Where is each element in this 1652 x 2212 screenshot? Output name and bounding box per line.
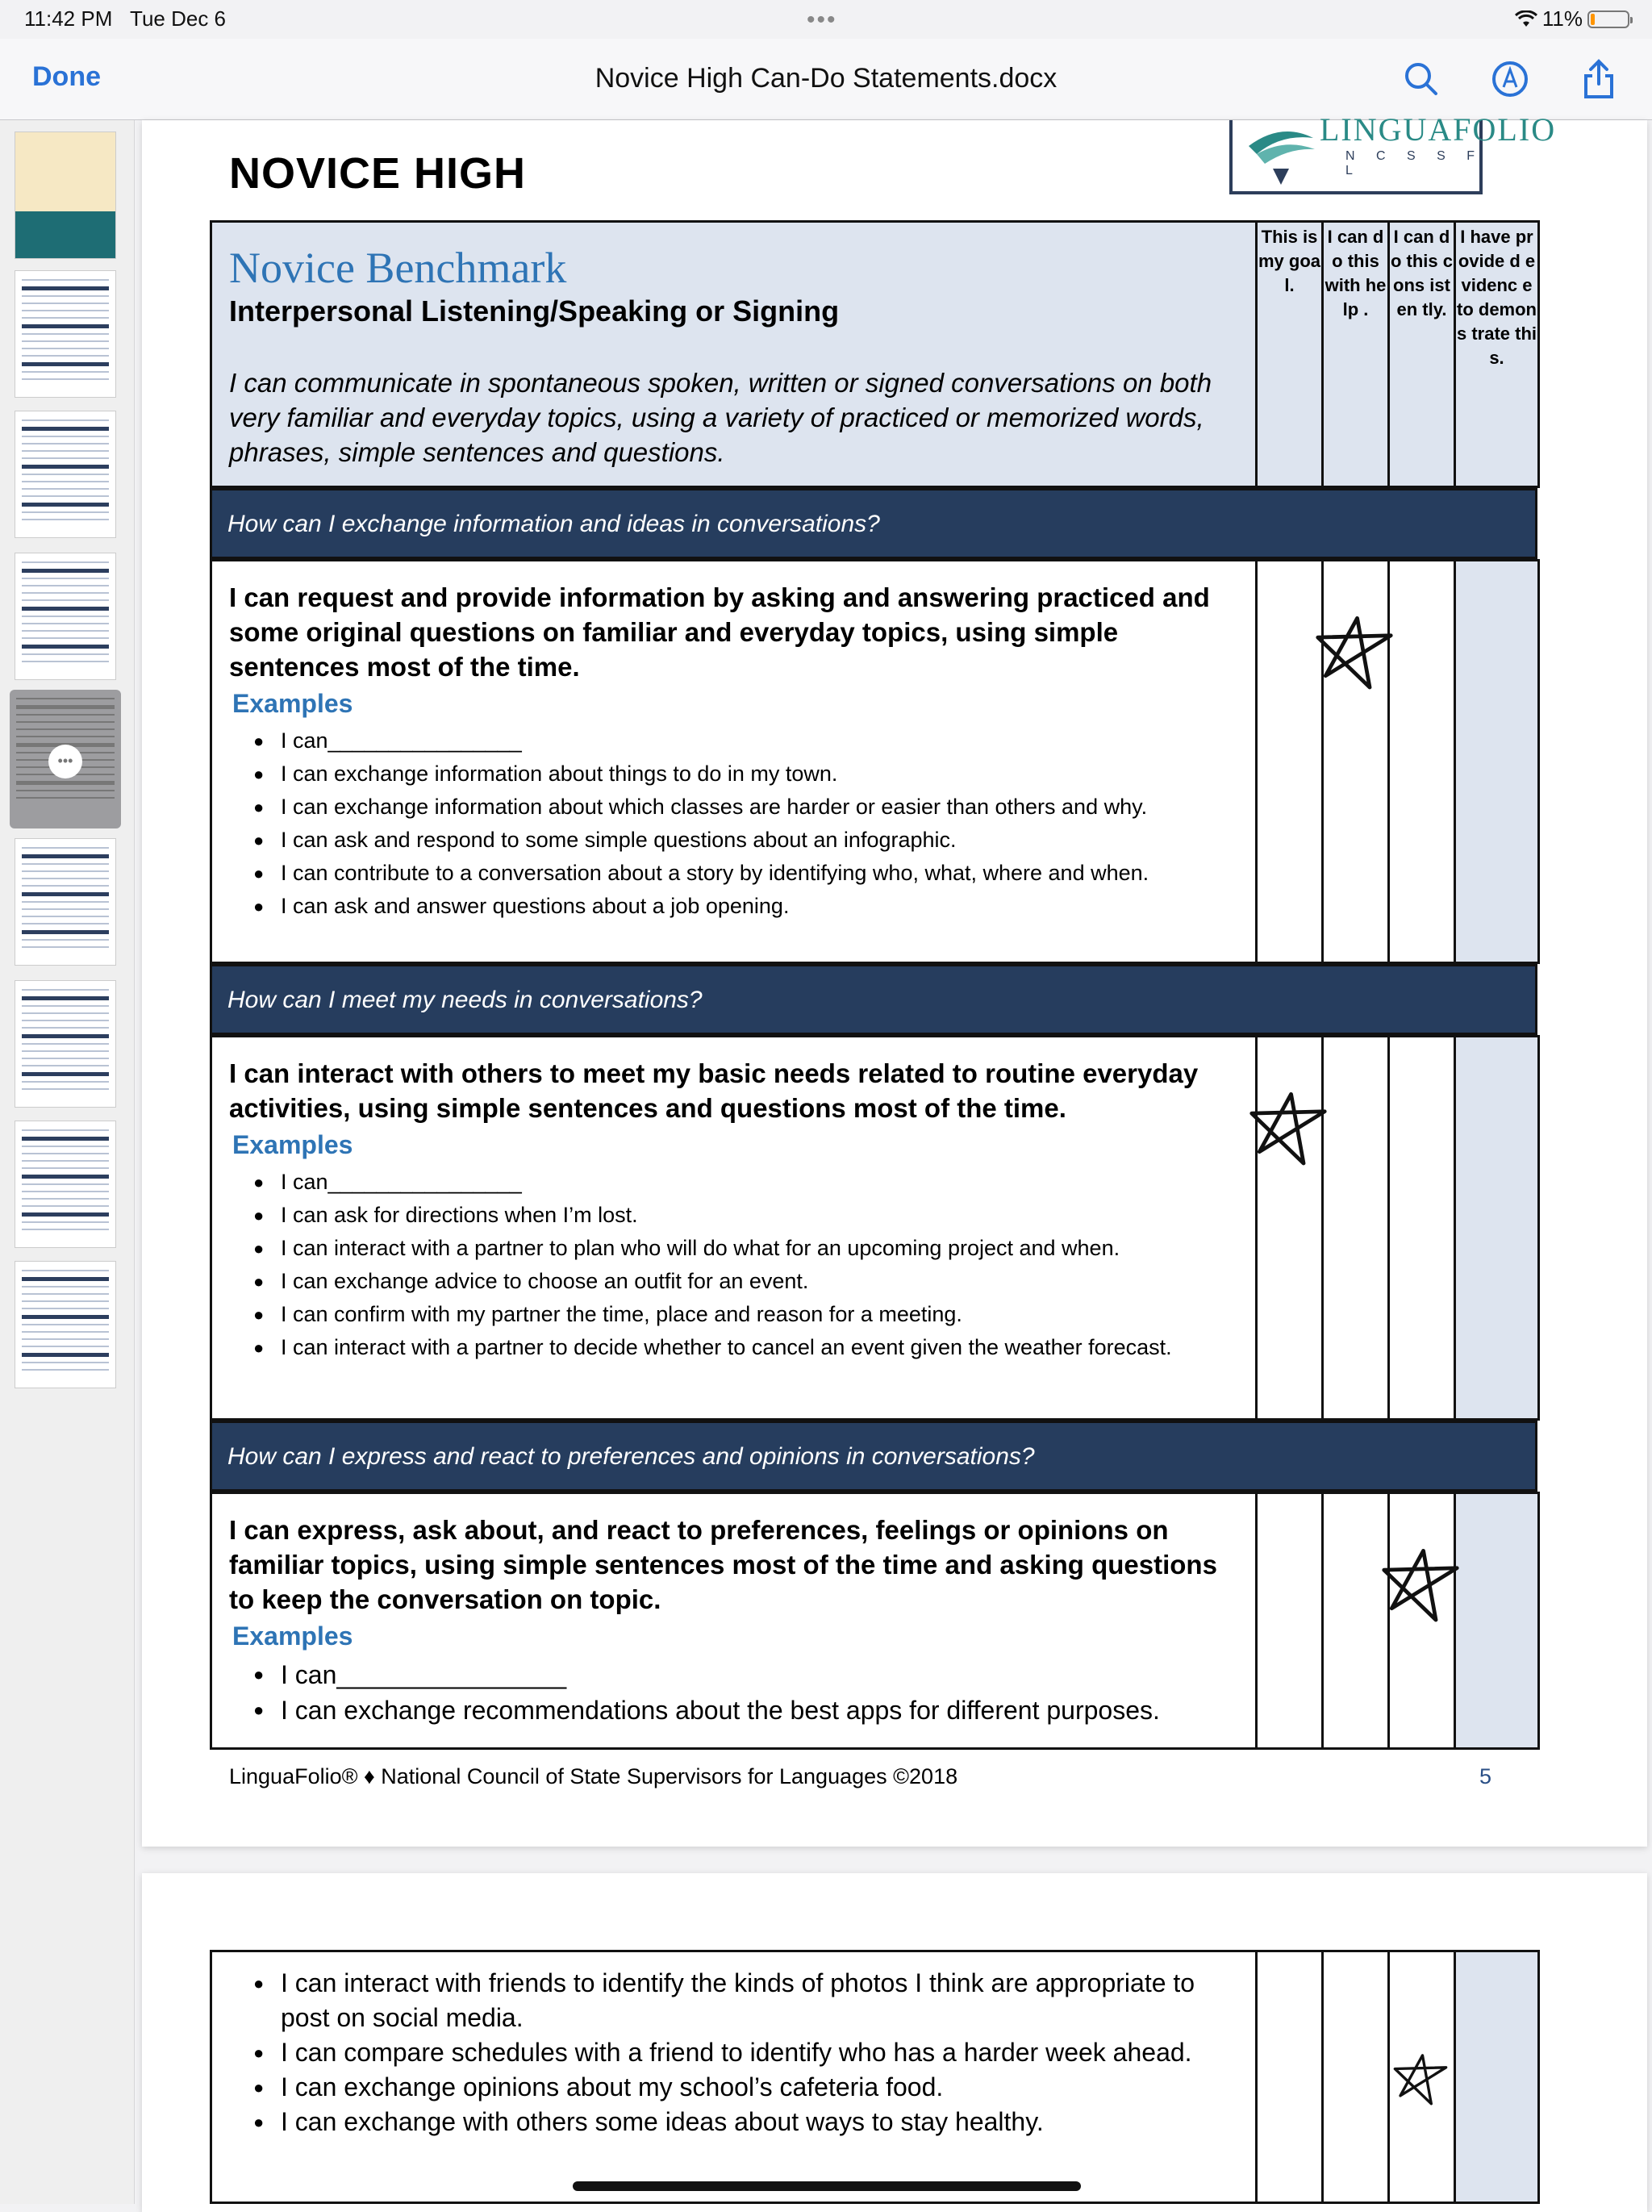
section-question: How can I express and react to preferences and opinions in conversations? (227, 1443, 1035, 1470)
benchmark-subtitle: Interpersonal Listening/Speaking or Signing (229, 294, 840, 328)
checkbox-cell[interactable] (1321, 1950, 1390, 2204)
thumbnail-line (22, 279, 109, 281)
thumbnail-line (22, 916, 109, 917)
example-item: ● I can interact with friends to identify the kinds of photos I think are appropriate to post on social media. (229, 1966, 1229, 2035)
thumbnail-line (22, 1043, 109, 1045)
battery-icon (1587, 10, 1629, 28)
examples-list (229, 1966, 1229, 2139)
thumbnail-line (22, 303, 109, 304)
thumbnail-line (22, 653, 109, 655)
thumbnail-line (22, 847, 109, 849)
thumbnail-line (22, 1081, 109, 1083)
thumbnail-line (16, 736, 115, 737)
thumbnail-line (22, 1065, 109, 1066)
examples-label: Examples (232, 689, 353, 718)
thumbnail-line (22, 923, 109, 924)
example-item: ● I can compare schedules with a friend to identify who has a harder week ahead. (229, 2035, 1229, 2070)
nav-bar (0, 39, 1652, 120)
checkbox-cell[interactable] (1387, 559, 1456, 964)
thumbnail-line (16, 790, 115, 791)
thumbnail-line (22, 348, 109, 349)
thumbnail-line (22, 450, 109, 452)
example-item: ● I can contribute to a conversation about a story by identifying who, what, where and when. (229, 857, 1245, 890)
checkbox-cell[interactable] (1454, 559, 1540, 964)
thumbnail-line (22, 1012, 109, 1014)
page-thumbnail[interactable] (15, 1261, 116, 1388)
thumbnail-menu-button[interactable]: ••• (48, 745, 82, 778)
page-thumbnail[interactable] (15, 270, 116, 398)
benchmark-description: I can communicate in spontaneous spoken, written or signed conversations on both very familiar and everyday topics, using a variety of practiced or memorized words, phrases, simple sentences and questions. (229, 368, 1212, 467)
checkbox-cell[interactable] (1255, 1492, 1324, 1750)
example-item: ● I can interact with a partner to plan who will do what for an upcoming project and when. (229, 1232, 1245, 1265)
example-item: ● I can ask for directions when I’m lost. (229, 1199, 1245, 1232)
thumbnail-line (16, 705, 115, 709)
thumbnail-line (22, 645, 109, 649)
thumbnail-line (22, 1027, 109, 1029)
thumbnail-line (22, 474, 109, 475)
thumbnail-line (22, 495, 109, 497)
thumbnail-line (22, 630, 109, 632)
thumbnail-line (22, 870, 109, 872)
status-bar (0, 0, 1652, 39)
thumbnail-line (22, 295, 109, 297)
thumbnail-line (22, 592, 109, 594)
thumbnail-line (22, 1221, 109, 1223)
thumbnail-line (22, 1191, 109, 1192)
thumbnail-line (22, 599, 109, 601)
thumbnail-line (22, 419, 109, 421)
example-item: ● I can________________ (229, 1657, 1245, 1692)
thumbnail-line (22, 1175, 109, 1179)
thumbnail-line (22, 1324, 109, 1325)
thumbnail-line (22, 1346, 109, 1347)
wifi-icon (1515, 10, 1537, 28)
thumbnail-line (22, 585, 109, 586)
thumbnail-line (22, 1153, 109, 1154)
thumbnail-line (22, 1198, 109, 1200)
thumbnail-line (16, 797, 115, 799)
star-mark-icon (1248, 1083, 1329, 1172)
example-item: ● I can exchange information about which classes are harder or easier than others and why. (229, 791, 1245, 824)
page-thumbnail[interactable] (10, 690, 121, 828)
thumbnail-line (22, 488, 109, 490)
example-item: ● I can confirm with my partner the time, place and reason for a meeting. (229, 1298, 1245, 1331)
thumbnail-line (22, 362, 109, 366)
checkbox-cell[interactable] (1454, 1492, 1540, 1750)
thumbnail-line (22, 503, 109, 507)
thumbnail-line (22, 1362, 109, 1363)
page-thumbnail[interactable] (15, 553, 116, 680)
thumbnail-line (22, 892, 109, 896)
column-header: I can do this with help . (1325, 227, 1387, 319)
thumbnail-line (22, 885, 109, 887)
thumbnail-line (16, 728, 115, 730)
thumbnail-line (22, 443, 109, 444)
page-thumbnail[interactable] (15, 411, 116, 538)
thumbnail-line (22, 511, 109, 513)
thumbnail-line (22, 481, 109, 482)
search-icon[interactable] (1399, 56, 1444, 102)
document-page-2 (142, 1873, 1647, 2212)
done-button[interactable]: Done (32, 61, 101, 92)
examples-list (229, 724, 1245, 923)
example-item: ● I can exchange with others some ideas about ways to stay healthy. (229, 2105, 1229, 2139)
thumbnail-line (16, 721, 115, 723)
thumbnail-line (22, 996, 109, 1000)
document-title: Novice High Can-Do Statements.docx (594, 63, 1058, 94)
thumbnail-line (22, 578, 109, 579)
thumbnail-line (22, 286, 109, 290)
can-do-statement: I can interact with others to meet my basic needs related to routine everyday activities, using simple sentences and questions most of the time. (229, 1058, 1199, 1123)
thumbnail-line (16, 781, 115, 785)
thumbnail-line (22, 519, 109, 520)
thumbnail-line (22, 854, 109, 858)
multitasking-dots-icon[interactable]: ••• (807, 6, 837, 33)
thumbnail-line (22, 1300, 109, 1302)
examples-list (229, 1657, 1245, 1728)
thumbnail-line (22, 1160, 109, 1162)
thumbnail-line (22, 1005, 109, 1007)
thumbnail-line (22, 661, 109, 662)
page-heading: NOVICE HIGH (229, 149, 527, 198)
thumbnail-line (22, 340, 109, 342)
star-mark-icon (1380, 1540, 1461, 1629)
page-thumbnail[interactable] (15, 838, 116, 966)
thumbnail-line (22, 946, 109, 948)
thumbnail-line (22, 355, 109, 357)
thumbnail-line (22, 317, 109, 319)
thumbnail-line (22, 1369, 109, 1371)
page-thumbnail[interactable] (15, 131, 116, 259)
linguafolio-logo: LINGUAFOLIO N C S S F L (1229, 120, 1483, 194)
examples-label: Examples (232, 1621, 353, 1651)
can-do-statement: I can express, ask about, and react to preferences, feelings or opinions on familiar topics, using simple sentences most of the time and asking questions to keep the conversation on topic. (229, 1515, 1217, 1614)
thumbnail-line (22, 1088, 109, 1090)
example-item: ● I can ask and answer questions about a job opening. (229, 890, 1245, 923)
checkbox-cell[interactable] (1454, 1950, 1540, 2204)
thumbnail-line (22, 930, 109, 934)
column-header: I have provide d evidenc e to demons trate this. (1456, 227, 1537, 368)
thumbnail-line (22, 1308, 109, 1309)
thumbnail-line (22, 1286, 109, 1288)
thumbnail-line (22, 1212, 109, 1217)
checkbox-cell[interactable] (1321, 1035, 1390, 1421)
star-mark-icon (1314, 607, 1395, 696)
share-icon[interactable] (1576, 56, 1621, 102)
thumbnail-line (22, 371, 109, 373)
thumbnail-line (22, 901, 109, 903)
page-thumbnail[interactable] (15, 980, 116, 1108)
status-time: 11:42 PM Tue Dec 6 (24, 6, 227, 31)
thumbnail-line (22, 989, 109, 991)
thumbnail-line (22, 457, 109, 459)
checkbox-cell[interactable] (1454, 1035, 1540, 1421)
thumbnail-line (22, 561, 109, 563)
thumbnail-line (22, 637, 109, 639)
thumbnail-line (22, 1331, 109, 1333)
example-item: ● I can________________ (229, 1166, 1245, 1199)
thumbnail-line (22, 1183, 109, 1185)
example-item: ● I can exchange opinions about my school’s cafeteria food. (229, 2070, 1229, 2105)
thumbnail-line (22, 1315, 109, 1319)
thumbnail-line (22, 939, 109, 941)
thumbnail-line (22, 1050, 109, 1052)
thumbnail-line (22, 623, 109, 624)
thumbnail-line (22, 1205, 109, 1207)
page-number: 5 (1479, 1764, 1492, 1788)
column-header: I can do this cons isten tly. (1390, 227, 1453, 319)
page-thumbnail[interactable] (15, 1121, 116, 1248)
markup-icon[interactable] (1487, 56, 1533, 102)
page-thumbnail-rail[interactable] (0, 120, 135, 2204)
examples-label: Examples (232, 1130, 353, 1159)
thumbnail-line (22, 1137, 109, 1141)
example-item: ● I can exchange advice to choose an outfit for an event. (229, 1265, 1245, 1298)
example-item: ● I can ask and respond to some simple questions about an infographic. (229, 824, 1245, 857)
thumbnail-line (22, 1058, 109, 1059)
examples-list (229, 1166, 1245, 1364)
thumbnail-line (22, 1129, 109, 1131)
home-indicator[interactable] (573, 2181, 1081, 2191)
document-page (142, 111, 1647, 1847)
thumbnail-line (22, 1338, 109, 1340)
thumbnail-line (22, 1020, 109, 1021)
thumbnail-line (16, 714, 115, 716)
page-footer: LinguaFolio® ♦ National Council of State Supervisors for Languages ©2018 (229, 1764, 958, 1788)
thumbnail-line (22, 1277, 109, 1281)
battery-percent: 11% (1541, 6, 1583, 31)
thumbnail-line (22, 465, 109, 469)
thumbnail-line (22, 1229, 109, 1230)
thumbnail-line (22, 1034, 109, 1038)
thumbnail-line (22, 1293, 109, 1295)
thumbnail-line (22, 863, 109, 865)
section-question: How can I meet my needs in conversations? (227, 987, 703, 1013)
star-mark-icon (1392, 2039, 1449, 2119)
example-item: ● I can interact with a partner to decide whether to cancel an event given the weather forecast. (229, 1331, 1245, 1364)
example-item: ● I can________________ (229, 724, 1245, 758)
thumbnail-line (16, 698, 115, 699)
thumbnail-line (22, 1146, 109, 1147)
thumbnail-line (22, 310, 109, 311)
status-indicators (1515, 6, 1629, 31)
thumbnail-line (22, 616, 109, 617)
thumbnail-line (22, 1167, 109, 1169)
section-question: How can I exchange information and ideas in conversations? (227, 511, 880, 537)
thumbnail-line (22, 878, 109, 879)
example-item: ● I can exchange information about things to do in my town. (229, 758, 1245, 791)
thumbnail-line (22, 378, 109, 380)
thumbnail-line (22, 1270, 109, 1271)
thumbnail-line (22, 908, 109, 910)
checkbox-cell[interactable] (1387, 1035, 1456, 1421)
benchmark-title: Novice Benchmark (229, 244, 567, 292)
thumbnail-line (22, 324, 109, 328)
thumbnail-cover-band (15, 211, 115, 259)
thumbnail-line (22, 333, 109, 335)
thumbnail-line (22, 1353, 109, 1357)
can-do-statement: I can request and provide information by asking and answering practiced and some original questions on familiar and everyday topics, using simple sentences most of the time. (229, 582, 1210, 682)
column-header: This is my goal. (1258, 227, 1321, 295)
thumbnail-line (22, 1072, 109, 1076)
thumbnail-line (22, 436, 109, 437)
thumbnail-line (22, 427, 109, 431)
example-item: ● I can exchange recommendations about the best apps for different purposes. (229, 1692, 1245, 1728)
thumbnail-line (22, 607, 109, 611)
checkbox-cell[interactable] (1255, 1950, 1324, 2204)
thumbnail-line (22, 569, 109, 573)
